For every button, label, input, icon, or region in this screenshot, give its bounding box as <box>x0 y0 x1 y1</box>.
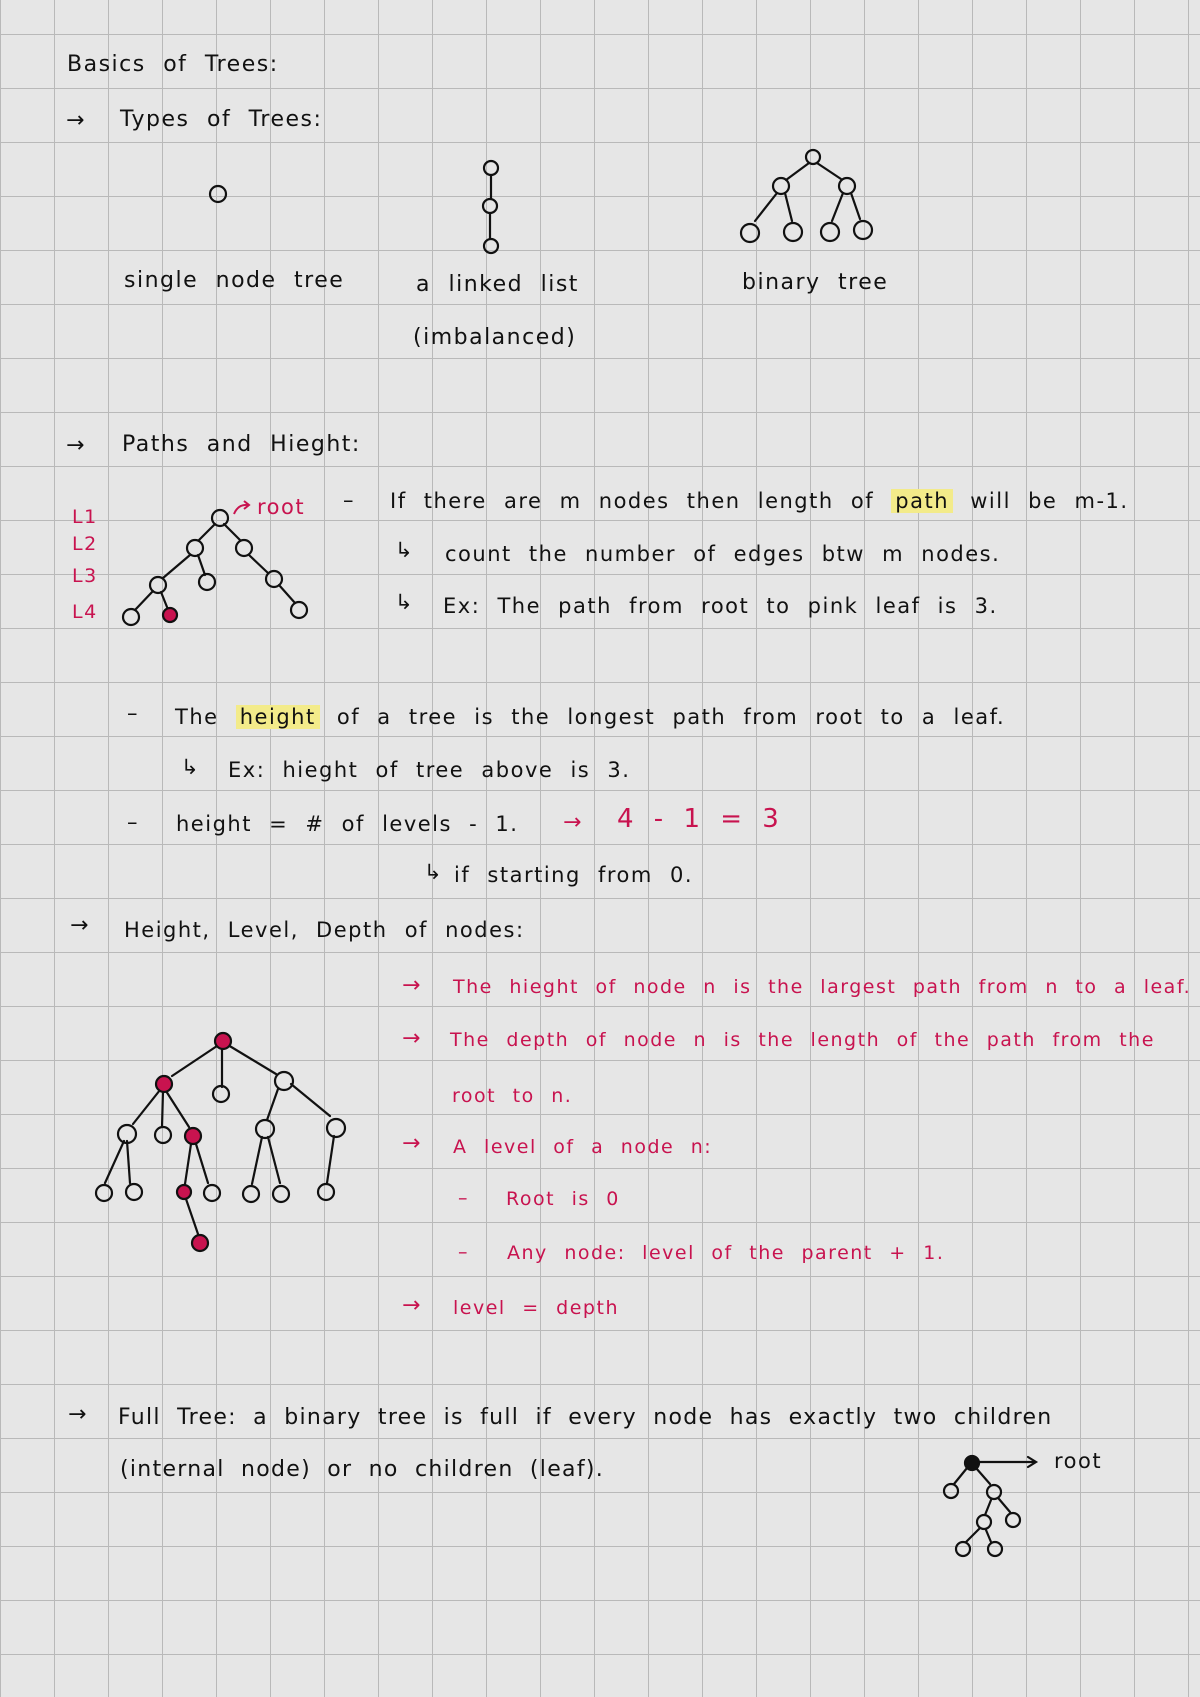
sub-bullet: ↳ <box>181 755 201 779</box>
height-highlight: height <box>236 705 320 729</box>
bullet-arrow: → <box>70 913 89 938</box>
dash-bullet: – <box>458 1187 469 1209</box>
formula-calc: 4 - 1 = 3 <box>617 804 781 834</box>
sub-bullet: ↳ <box>424 860 444 884</box>
bullet-arrow: → <box>402 1293 421 1318</box>
full-tree-line-2: (internal node) or no children (leaf). <box>120 1457 605 1482</box>
hld-heading: Height, Level, Depth of nodes: <box>124 918 525 942</box>
level-label: L2 <box>72 533 98 555</box>
path-line-2: count the number of edges btw m nodes. <box>445 542 1001 566</box>
linked-list-note: (imbalanced) <box>413 325 577 350</box>
linked-list-label: a linked list <box>416 272 579 297</box>
bullet-arrow: → <box>66 433 85 458</box>
root-label: root <box>257 495 306 519</box>
bullet-arrow: → <box>68 1402 87 1427</box>
single-node-label: single node tree <box>124 268 345 293</box>
page-title: Basics of Trees: <box>67 52 279 77</box>
path-line-1-text: If there are m nodes then length of <box>390 489 875 513</box>
level-label: L4 <box>72 601 98 623</box>
dash-bullet: – <box>127 810 139 834</box>
sub-bullet: ↳ <box>395 538 415 562</box>
hld-point-3a: Root is 0 <box>506 1188 620 1210</box>
full-tree-line-1: Full Tree: a binary tree is full if every node has exactly two children <box>118 1405 1053 1430</box>
level-label: L1 <box>72 506 98 528</box>
bullet-arrow: → <box>402 1026 421 1051</box>
hld-point-2: The depth of node n is the length of the path from the <box>450 1029 1155 1051</box>
sub-bullet: ↳ <box>395 590 415 614</box>
level-label: L3 <box>72 565 98 587</box>
path-line-3: Ex: The path from root to pink leaf is 3. <box>443 594 998 618</box>
formula-arrow: → <box>563 810 582 835</box>
height-def-start: The <box>175 705 219 729</box>
dash-bullet: – <box>343 488 355 512</box>
hld-point-3: A level of a node n: <box>453 1136 713 1158</box>
full-tree-root-label: root <box>1054 1449 1103 1473</box>
bullet-arrow: → <box>402 1131 421 1156</box>
dash-bullet: – <box>127 701 139 725</box>
path-line-1-end: will be m-1. <box>970 489 1129 513</box>
types-heading: Types of Trees: <box>120 107 323 132</box>
paths-heading: Paths and Hieght: <box>122 432 361 457</box>
hld-point-4: level = depth <box>453 1297 619 1319</box>
dash-bullet: – <box>458 1241 469 1263</box>
height-def-end: of a tree is the longest path from root to a leaf. <box>336 705 1006 729</box>
height-example: Ex: hieght of tree above is 3. <box>228 758 631 782</box>
hld-point-2-cont: root to n. <box>452 1085 573 1107</box>
hld-point-1: The hieght of node n is the largest path from n to a leaf. <box>453 976 1192 998</box>
hld-point-3b: Any node: level of the parent + 1. <box>507 1242 945 1264</box>
height-formula: height = # of levels - 1. <box>176 812 519 836</box>
binary-tree-label: binary tree <box>742 270 889 295</box>
path-highlight: path <box>891 489 953 513</box>
bullet-arrow: → <box>66 108 85 133</box>
formula-note: if starting from 0. <box>454 863 694 887</box>
bullet-arrow: → <box>402 973 421 998</box>
